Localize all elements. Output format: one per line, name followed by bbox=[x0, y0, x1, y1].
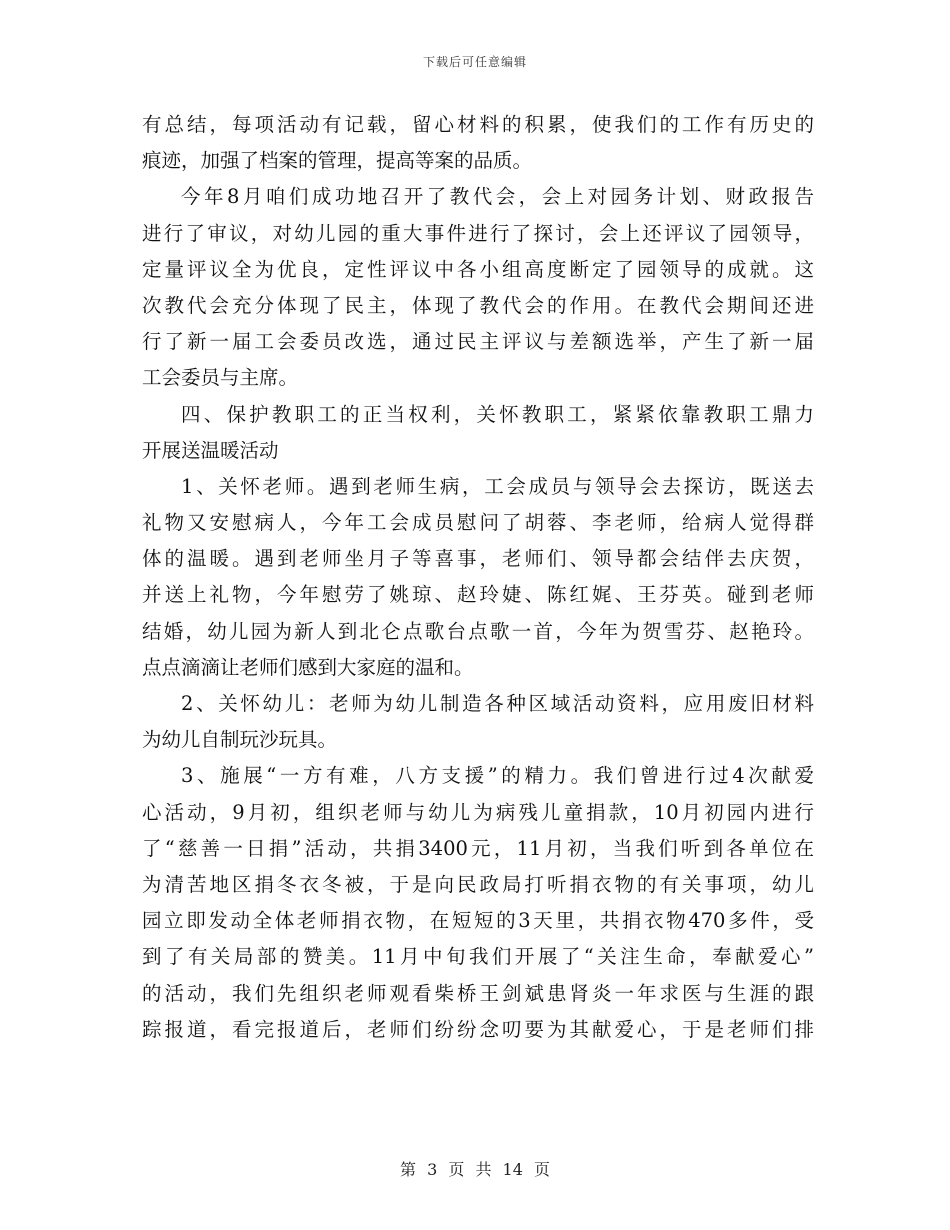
text-line: 次教代会充分体现了民主，体现了教代会的作用。在教代会期间还进 bbox=[142, 293, 814, 317]
text-line: 体的温暖。遇到老师坐月子等喜事，老师们、领导都会结伴去庆贺， bbox=[142, 547, 814, 571]
text-line: 2、关怀幼儿：老师为幼儿制造各种区域活动资料，应用废旧材料 bbox=[181, 692, 814, 715]
text-line: 有总结，每项活动有记载，留心材料的积累，使我们的工作有历史的 bbox=[142, 113, 814, 136]
text-line: 礼物又安慰病人，今年工会成员慰问了胡蓉、李老师，给病人觉得群 bbox=[142, 511, 814, 535]
body-text bbox=[142, 107, 814, 1048]
text-line: 进行了审议，对幼儿园的重大事件进行了探讨，会上还评议了园领导， bbox=[142, 221, 814, 245]
text-line: 3、施展“一方有难，八方支援”的精力。我们曾进行过4次献爱 bbox=[181, 764, 814, 788]
text-line: 踪报道，看完报道后，老师们纷纷念叨要为其献爱心，于是老师们排 bbox=[142, 1017, 814, 1041]
text-line: 1、关怀老师。遇到老师生病，工会成员与领导会去探访，既送去 bbox=[181, 474, 814, 498]
text-line: 点点滴滴让老师们感到大家庭的温和。 bbox=[142, 655, 474, 679]
text-line: 到了有关局部的赞美。11月中旬我们开展了“关注生命，奉献爱心” bbox=[142, 945, 814, 969]
text-line: 四、保护教职工的正当权利，关怀教职工，紧紧依靠教职工鼎力 bbox=[181, 402, 814, 426]
text-line: 定量评议全为优良，定性评议中各小组高度断定了园领导的成就。这 bbox=[142, 257, 814, 281]
text-line: 了“慈善一日捐”活动，共捐3400元，11月初，当我们听到各单位在 bbox=[142, 836, 814, 860]
page-header: 下载后可任意编辑 bbox=[422, 55, 527, 69]
text-line: 结婚，幼儿园为新人到北仑点歌台点歌一首，今年为贺雪芬、赵艳玲。 bbox=[142, 619, 814, 643]
text-line: 的活动，我们先组织老师观看柴桥王剑斌患肾炎一年求医与生涯的跟 bbox=[142, 981, 814, 1005]
text-line: 开展送温暖活动 bbox=[142, 438, 279, 462]
text-line: 心活动，9月初，组织老师与幼儿为病残儿童捐款，10月初园内进行 bbox=[142, 800, 814, 824]
page-footer: 第 3 页 共 14 页 bbox=[400, 1160, 550, 1179]
text-line: 今年8月咱们成功地召开了教代会，会上对园务计划、财政报告 bbox=[181, 185, 814, 209]
text-line: 痕迹，加强了档案的管理，提高等案的品质。 bbox=[142, 149, 533, 173]
text-line: 为清苦地区捐冬衣冬被，于是向民政局打听捐衣物的有关事项，幼儿 bbox=[142, 872, 814, 896]
text-line: 并送上礼物，今年慰劳了姚琼、赵玲婕、陈红娓、王芬英。碰到老师 bbox=[142, 583, 814, 607]
text-line: 工会委员与主席。 bbox=[142, 366, 299, 390]
text-line: 为幼儿自制玩沙玩具。 bbox=[142, 728, 338, 752]
text-line: 园立即发动全体老师捐衣物，在短短的3天里，共捐衣物470多件，受 bbox=[142, 909, 814, 933]
text-line: 行了新一届工会委员改选，通过民主评议与差额选举，产生了新一届 bbox=[142, 330, 814, 354]
